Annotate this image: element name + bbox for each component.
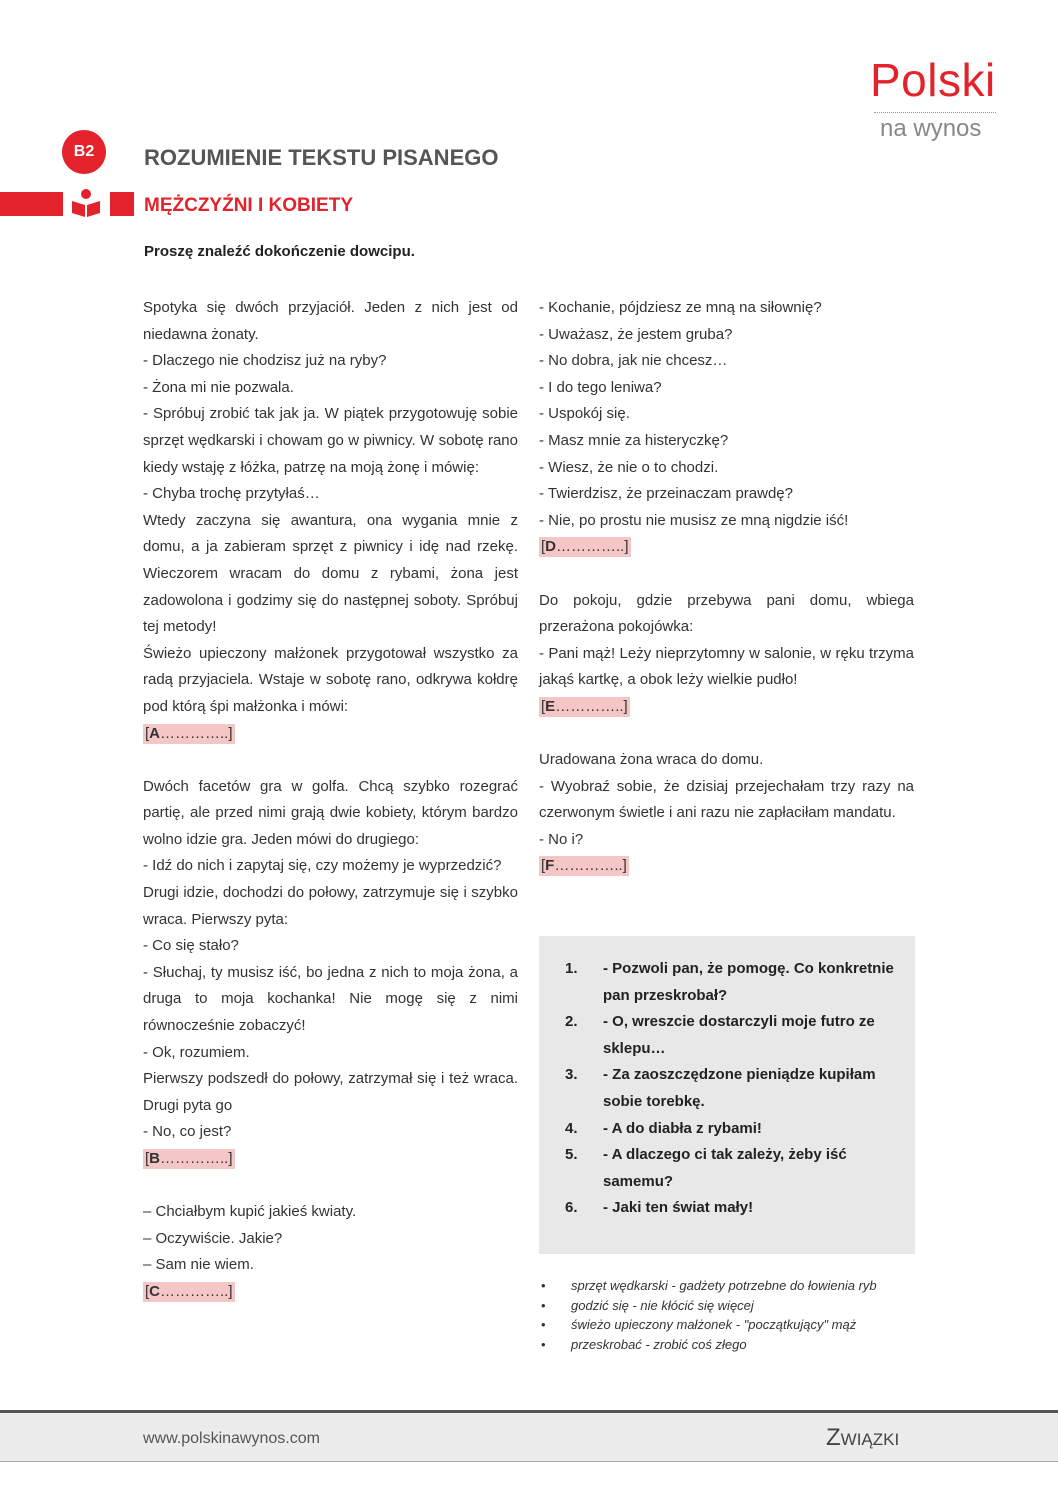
option-item: 1. - Pozwoli pan, że pomogę. Co konkretnie pan przeskrobał?	[565, 960, 894, 1004]
joke-d-line: - Uważasz, że jestem gruba?	[539, 325, 733, 343]
joke-e-line: Do pokoju, gdzie przebywa pani domu, wbiega przerażona pokojówka:	[539, 591, 914, 636]
joke-b-line: - Idź do nich i zapytaj się, czy możemy je wyprzedzić?	[143, 857, 502, 875]
footer-topic: Związki	[826, 1424, 900, 1451]
bullet-icon: •	[541, 1336, 546, 1352]
footer-bottom-line	[0, 1461, 1058, 1462]
joke-f-line: Uradowana żona wraca do domu.	[539, 751, 764, 769]
bullet-icon: •	[541, 1297, 546, 1313]
right-column	[539, 295, 914, 880]
logo-title: Polski	[870, 54, 996, 106]
options-list	[557, 956, 897, 1222]
level-badge: B2	[62, 130, 106, 174]
joke-f-line: - Wyobraź sobie, że dzisiaj przejechałam trzy razy na czerwonym świetle i ani razu nie zapłaciłam mandatu.	[539, 777, 914, 822]
option-item: 3. - Za zaoszczędzone pieniądze kupiłam sobie torebkę.	[565, 1066, 876, 1110]
glossary	[541, 1276, 941, 1354]
joke-f-line: - No i?	[539, 830, 584, 848]
glossary-item: • przeskrobać - zrobić coś złego	[541, 1335, 941, 1355]
joke-a-line: Świeżo upieczony małżonek przygotował wszystko za radą przyjaciela. Wstaje w sobotę rano, odkrywa kołdrę pod którą śpi małżonka i mówi:	[143, 644, 518, 715]
glossary-item: • sprzęt wędkarski - gadżety potrzebne do łowienia ryb	[541, 1276, 941, 1296]
joke-a-line: - Dlaczego nie chodzisz już na ryby?	[143, 352, 387, 370]
topic-bar-left	[0, 192, 63, 216]
instruction: Proszę znaleźć dokończenie dowcipu.	[144, 243, 415, 260]
joke-b-line: Drugi idzie, dochodzi do połowy, zatrzymuje się i szybko wraca. Pierwszy pyta:	[143, 884, 518, 928]
left-column	[143, 295, 518, 1306]
logo-subtitle: na wynos	[880, 115, 982, 142]
option-item: 5. - A dlaczego ci tak zależy, żeby iść samemu?	[565, 1146, 847, 1190]
section-title: ROZUMIENIE TEKSTU PISANEGO	[144, 145, 499, 170]
answer-slot-f: [F…………..]	[541, 857, 627, 875]
joke-b-line: - Ok, rozumiem.	[143, 1043, 250, 1061]
book-reader-icon	[70, 188, 102, 218]
option-item: 6. - Jaki ten świat mały!	[565, 1199, 754, 1217]
answer-slot-d: [D…………..]	[541, 538, 629, 556]
answer-slot-e: [E…………..]	[541, 697, 628, 715]
joke-a-line: - Spróbuj zrobić tak jak ja. W piątek przygotowuję sobie sprzęt wędkarski i chowam go w piwnicy. W sobotę rano kiedy wstaję z łóżka, patrzę na moją żonę i mówię:	[143, 405, 518, 476]
joke-d-line: - Nie, po prostu nie musisz ze mną nigdzie iść!	[539, 511, 849, 529]
joke-a-line: - Żona mi nie pozwala.	[143, 378, 294, 396]
topic-title: MĘŻCZYŹNI I KOBIETY	[144, 195, 353, 216]
joke-d-line: - Wiesz, że nie o to chodzi.	[539, 458, 719, 476]
joke-c-line: – Sam nie wiem.	[143, 1256, 254, 1274]
footer-url[interactable]: www.polskinawynos.com	[143, 1430, 320, 1447]
topic-bar-right	[110, 192, 134, 216]
glossary-item: • świeżo upieczony małżonek - "początkujący" mąż	[541, 1315, 941, 1335]
answer-slot-c: [C…………..]	[145, 1282, 233, 1300]
joke-b-intro: Dwóch facetów gra w golfa. Chcą szybko rozegrać partię, ale przed nimi grają dwie kobiety, którym bardzo wolno idzie gra. Jeden mówi do drugiego:	[143, 777, 518, 848]
option-item: 2. - O, wreszcie dostarczyli moje futro ze sklepu…	[565, 1013, 875, 1057]
joke-d-line: - No dobra, jak nie chcesz…	[539, 352, 728, 370]
joke-d-line: - Masz mnie za histeryczkę?	[539, 431, 729, 449]
joke-d-line: - Kochanie, pójdziesz ze mną na siłownię?	[539, 299, 822, 316]
joke-e-line: - Pani mąż! Leży nieprzytomny w salonie, w ręku trzyma jakąś kartkę, a obok leży wielkie pudło!	[539, 644, 914, 689]
joke-d-line: - Twierdzisz, że przeinaczam prawdę?	[539, 485, 793, 503]
option-item: 4. - A do diabła z rybami!	[565, 1119, 762, 1137]
joke-b-line: Pierwszy podszedł do połowy, zatrzymał się i też wraca. Drugi pyta go	[143, 1070, 518, 1114]
joke-b-line: - Co się stało?	[143, 937, 239, 955]
joke-d-line: - Uspokój się.	[539, 405, 630, 423]
answer-slot-a: [A…………..]	[145, 724, 233, 742]
joke-a-line: - Chyba trochę przytyłaś…	[143, 485, 320, 503]
joke-c-line: – Chciałbym kupić jakieś kwiaty.	[143, 1203, 357, 1221]
joke-c-line: – Oczywiście. Jakie?	[143, 1229, 283, 1247]
joke-d-line: - I do tego leniwa?	[539, 378, 662, 396]
joke-a-line: Wtedy zaczyna się awantura, ona wygania mnie z domu, a ja zabieram sprzęt z piwnicy i idę nad rzekę. Wieczorem wracam do domu z rybami, żona jest zadowolona i godzimy się do następnej soboty. Spróbuj tej metody!	[143, 511, 518, 636]
options-box	[539, 936, 915, 1254]
joke-b-line: - No, co jest?	[143, 1123, 232, 1141]
glossary-item: • godzić się - nie kłócić się więcej	[541, 1296, 941, 1316]
bullet-icon: •	[541, 1317, 546, 1332]
bullet-icon: •	[541, 1278, 546, 1293]
joke-b-line: - Słuchaj, ty musisz iść, bo jedna z nich to moja żona, a druga to moja kochanka! Nie mogę się z nimi równocześnie zobaczyć!	[143, 963, 518, 1035]
answer-slot-b: [B…………..]	[145, 1150, 233, 1167]
logo-divider	[874, 112, 996, 113]
joke-a-intro: Spotyka się dwóch przyjaciół. Jeden z nich jest od niedawna żonaty.	[143, 299, 518, 343]
